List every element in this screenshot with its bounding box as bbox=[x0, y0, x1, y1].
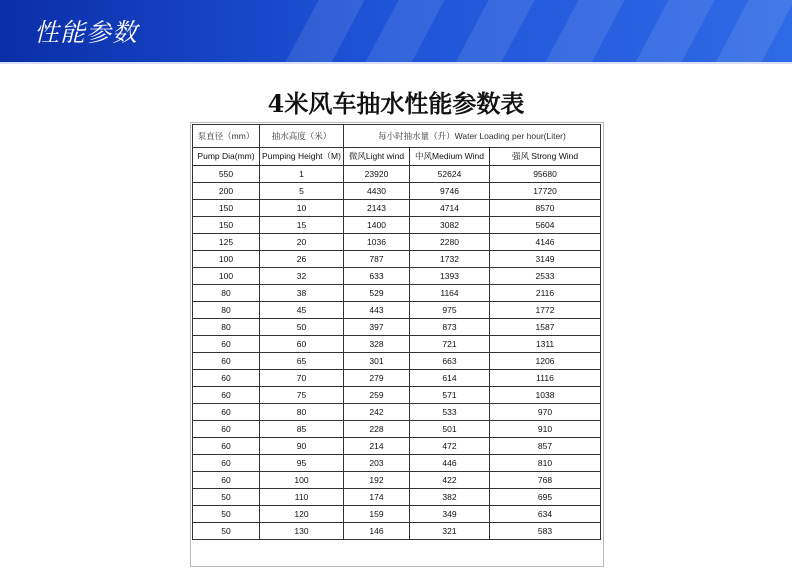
performance-table bbox=[192, 124, 601, 540]
cell-pump-dia: 60 bbox=[193, 387, 260, 404]
cell-light-wind: 259 bbox=[344, 387, 410, 404]
cell-pumping-height: 15 bbox=[260, 217, 344, 234]
header-medium-wind: 中风Medium Wind bbox=[410, 148, 490, 166]
cell-strong-wind: 768 bbox=[490, 472, 601, 489]
cell-pump-dia: 60 bbox=[193, 472, 260, 489]
cell-pump-dia: 150 bbox=[193, 200, 260, 217]
cell-pumping-height: 50 bbox=[260, 319, 344, 336]
cell-light-wind: 146 bbox=[344, 523, 410, 540]
cell-medium-wind: 571 bbox=[410, 387, 490, 404]
cell-pumping-height: 32 bbox=[260, 268, 344, 285]
header-light-wind: 微风Light wind bbox=[344, 148, 410, 166]
cell-medium-wind: 321 bbox=[410, 523, 490, 540]
cell-light-wind: 214 bbox=[344, 438, 410, 455]
cell-pump-dia: 100 bbox=[193, 268, 260, 285]
table-row bbox=[193, 404, 601, 421]
cell-light-wind: 279 bbox=[344, 370, 410, 387]
table-row bbox=[193, 336, 601, 353]
cell-strong-wind: 5604 bbox=[490, 217, 601, 234]
cell-strong-wind: 2533 bbox=[490, 268, 601, 285]
cell-medium-wind: 721 bbox=[410, 336, 490, 353]
cell-pump-dia: 50 bbox=[193, 506, 260, 523]
cell-medium-wind: 422 bbox=[410, 472, 490, 489]
table-row bbox=[193, 387, 601, 404]
cell-strong-wind: 1116 bbox=[490, 370, 601, 387]
header-height-cn: 抽水高度（米） bbox=[260, 125, 344, 148]
cell-light-wind: 242 bbox=[344, 404, 410, 421]
cell-pumping-height: 100 bbox=[260, 472, 344, 489]
header-row-cn bbox=[193, 125, 601, 148]
cell-pumping-height: 110 bbox=[260, 489, 344, 506]
cell-strong-wind: 1772 bbox=[490, 302, 601, 319]
cell-medium-wind: 614 bbox=[410, 370, 490, 387]
table-row bbox=[193, 200, 601, 217]
cell-light-wind: 192 bbox=[344, 472, 410, 489]
cell-strong-wind: 95680 bbox=[490, 166, 601, 183]
cell-strong-wind: 634 bbox=[490, 506, 601, 523]
cell-strong-wind: 3149 bbox=[490, 251, 601, 268]
table-row bbox=[193, 370, 601, 387]
cell-light-wind: 443 bbox=[344, 302, 410, 319]
header-strong-wind: 强风 Strong Wind bbox=[490, 148, 601, 166]
cell-medium-wind: 533 bbox=[410, 404, 490, 421]
cell-pumping-height: 75 bbox=[260, 387, 344, 404]
cell-pumping-height: 1 bbox=[260, 166, 344, 183]
cell-pump-dia: 60 bbox=[193, 455, 260, 472]
cell-light-wind: 787 bbox=[344, 251, 410, 268]
cell-medium-wind: 446 bbox=[410, 455, 490, 472]
cell-pump-dia: 80 bbox=[193, 302, 260, 319]
cell-light-wind: 397 bbox=[344, 319, 410, 336]
cell-medium-wind: 9746 bbox=[410, 183, 490, 200]
cell-pumping-height: 130 bbox=[260, 523, 344, 540]
cell-pump-dia: 100 bbox=[193, 251, 260, 268]
cell-strong-wind: 2116 bbox=[490, 285, 601, 302]
header-banner bbox=[0, 0, 792, 62]
cell-light-wind: 23920 bbox=[344, 166, 410, 183]
cell-strong-wind: 1206 bbox=[490, 353, 601, 370]
cell-strong-wind: 910 bbox=[490, 421, 601, 438]
table-row bbox=[193, 523, 601, 540]
table-row bbox=[193, 506, 601, 523]
table-row bbox=[193, 353, 601, 370]
table-row bbox=[193, 489, 601, 506]
cell-strong-wind: 857 bbox=[490, 438, 601, 455]
table-row bbox=[193, 183, 601, 200]
cell-medium-wind: 2280 bbox=[410, 234, 490, 251]
table-row bbox=[193, 251, 601, 268]
cell-pumping-height: 26 bbox=[260, 251, 344, 268]
cell-pump-dia: 200 bbox=[193, 183, 260, 200]
cell-light-wind: 159 bbox=[344, 506, 410, 523]
cell-pumping-height: 45 bbox=[260, 302, 344, 319]
cell-strong-wind: 1587 bbox=[490, 319, 601, 336]
cell-light-wind: 4430 bbox=[344, 183, 410, 200]
cell-medium-wind: 663 bbox=[410, 353, 490, 370]
cell-pumping-height: 85 bbox=[260, 421, 344, 438]
cell-medium-wind: 1393 bbox=[410, 268, 490, 285]
cell-pump-dia: 60 bbox=[193, 353, 260, 370]
cell-strong-wind: 4146 bbox=[490, 234, 601, 251]
cell-strong-wind: 1038 bbox=[490, 387, 601, 404]
cell-pump-dia: 125 bbox=[193, 234, 260, 251]
cell-medium-wind: 975 bbox=[410, 302, 490, 319]
cell-light-wind: 301 bbox=[344, 353, 410, 370]
cell-pump-dia: 60 bbox=[193, 438, 260, 455]
page-title: 性能参数 bbox=[34, 18, 139, 47]
banner-divider bbox=[0, 62, 792, 64]
table-row bbox=[193, 472, 601, 489]
cell-pumping-height: 20 bbox=[260, 234, 344, 251]
table-row bbox=[193, 268, 601, 285]
cell-pumping-height: 5 bbox=[260, 183, 344, 200]
cell-pumping-height: 80 bbox=[260, 404, 344, 421]
table-row bbox=[193, 319, 601, 336]
cell-medium-wind: 4714 bbox=[410, 200, 490, 217]
cell-strong-wind: 8570 bbox=[490, 200, 601, 217]
header-pump-dia-cn: 泵直径（mm） bbox=[193, 125, 260, 148]
cell-medium-wind: 501 bbox=[410, 421, 490, 438]
table-row bbox=[193, 438, 601, 455]
table-row bbox=[193, 421, 601, 438]
header-pump-dia: Pump Dia(mm) bbox=[193, 148, 260, 166]
cell-pumping-height: 90 bbox=[260, 438, 344, 455]
cell-pumping-height: 65 bbox=[260, 353, 344, 370]
cell-medium-wind: 349 bbox=[410, 506, 490, 523]
cell-medium-wind: 873 bbox=[410, 319, 490, 336]
cell-pump-dia: 60 bbox=[193, 404, 260, 421]
cell-strong-wind: 17720 bbox=[490, 183, 601, 200]
cell-light-wind: 328 bbox=[344, 336, 410, 353]
cell-pump-dia: 50 bbox=[193, 489, 260, 506]
table-row bbox=[193, 217, 601, 234]
cell-strong-wind: 970 bbox=[490, 404, 601, 421]
table-row bbox=[193, 234, 601, 251]
header-pumping-height: Pumping Height（M) bbox=[260, 148, 344, 166]
cell-light-wind: 529 bbox=[344, 285, 410, 302]
cell-light-wind: 1400 bbox=[344, 217, 410, 234]
table-row bbox=[193, 455, 601, 472]
cell-light-wind: 203 bbox=[344, 455, 410, 472]
cell-pumping-height: 10 bbox=[260, 200, 344, 217]
cell-pumping-height: 120 bbox=[260, 506, 344, 523]
cell-pump-dia: 80 bbox=[193, 285, 260, 302]
table-title: 4米风车抽水性能参数表 bbox=[267, 89, 525, 118]
cell-strong-wind: 810 bbox=[490, 455, 601, 472]
cell-pumping-height: 70 bbox=[260, 370, 344, 387]
cell-pump-dia: 50 bbox=[193, 523, 260, 540]
cell-light-wind: 633 bbox=[344, 268, 410, 285]
table-row bbox=[193, 302, 601, 319]
cell-pump-dia: 550 bbox=[193, 166, 260, 183]
cell-strong-wind: 1311 bbox=[490, 336, 601, 353]
cell-medium-wind: 472 bbox=[410, 438, 490, 455]
cell-medium-wind: 1732 bbox=[410, 251, 490, 268]
cell-pump-dia: 150 bbox=[193, 217, 260, 234]
cell-pump-dia: 60 bbox=[193, 421, 260, 438]
header-loading-cn: 每小时抽水量（升）Water Loading per hour(Liter) bbox=[344, 125, 601, 148]
cell-pump-dia: 60 bbox=[193, 370, 260, 387]
cell-medium-wind: 52624 bbox=[410, 166, 490, 183]
cell-pump-dia: 60 bbox=[193, 336, 260, 353]
cell-strong-wind: 583 bbox=[490, 523, 601, 540]
cell-pumping-height: 60 bbox=[260, 336, 344, 353]
cell-medium-wind: 1164 bbox=[410, 285, 490, 302]
table-row bbox=[193, 166, 601, 183]
cell-light-wind: 174 bbox=[344, 489, 410, 506]
cell-light-wind: 1036 bbox=[344, 234, 410, 251]
cell-medium-wind: 3082 bbox=[410, 217, 490, 234]
cell-pump-dia: 80 bbox=[193, 319, 260, 336]
header-row-en bbox=[193, 148, 601, 166]
cell-pumping-height: 38 bbox=[260, 285, 344, 302]
table-row bbox=[193, 285, 601, 302]
cell-strong-wind: 695 bbox=[490, 489, 601, 506]
cell-light-wind: 228 bbox=[344, 421, 410, 438]
cell-pumping-height: 95 bbox=[260, 455, 344, 472]
cell-medium-wind: 382 bbox=[410, 489, 490, 506]
cell-light-wind: 2143 bbox=[344, 200, 410, 217]
